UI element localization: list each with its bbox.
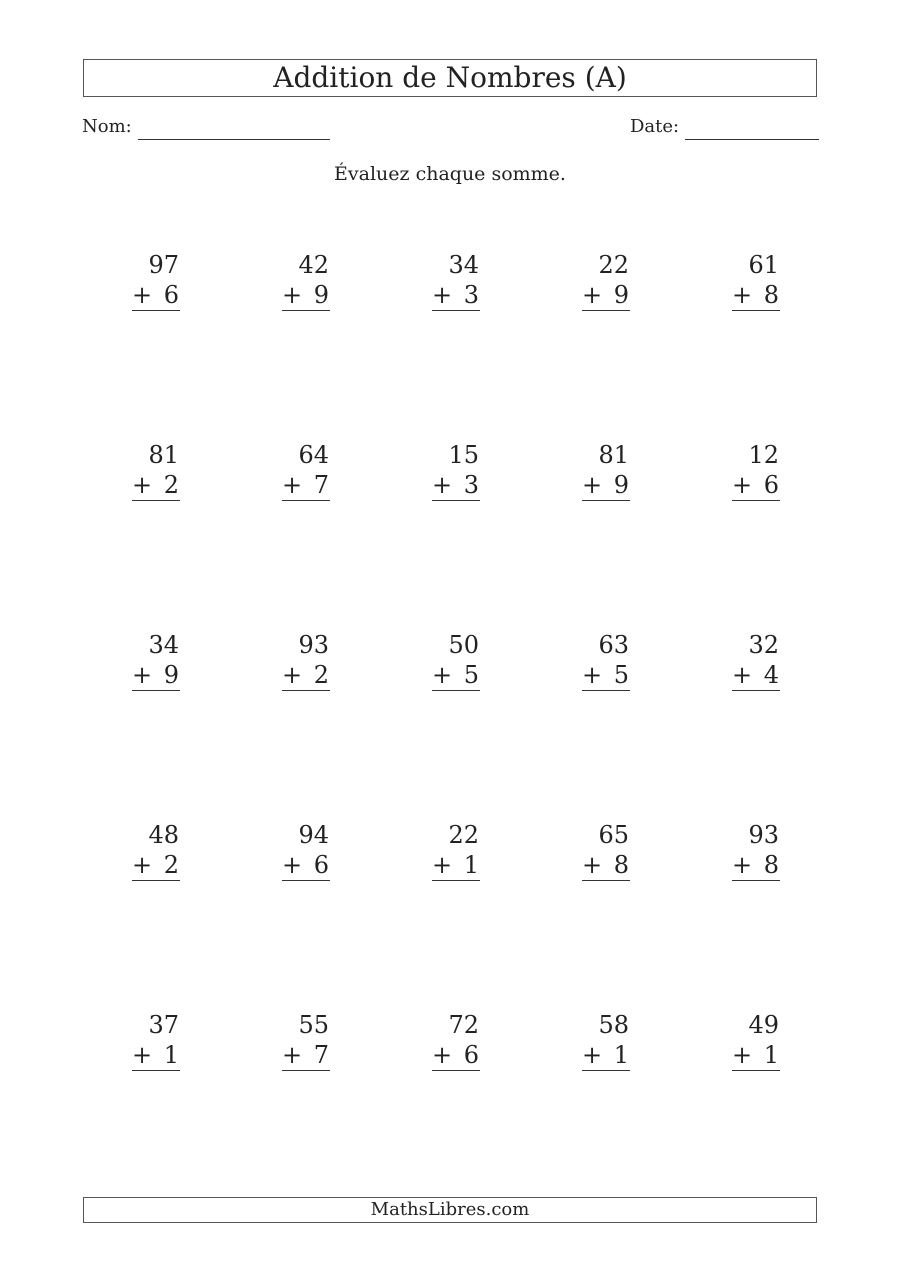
plus-sign: +	[732, 661, 753, 689]
plus-sign: +	[582, 471, 603, 499]
second-number-row	[582, 470, 630, 501]
addition-problem	[432, 1010, 480, 1071]
second-number: 9	[313, 281, 329, 309]
first-number: 65	[598, 821, 629, 849]
first-number: 63	[598, 631, 629, 659]
second-number-row	[732, 280, 780, 311]
first-number: 37	[148, 1011, 179, 1039]
first-number: 15	[448, 441, 479, 469]
plus-sign: +	[432, 1041, 453, 1069]
second-number-row	[432, 850, 480, 881]
page-title: Addition de Nombres (A)	[83, 59, 817, 97]
second-number: 6	[313, 851, 329, 879]
second-number: 3	[463, 281, 479, 309]
second-number-row	[132, 280, 180, 311]
plus-sign: +	[432, 471, 453, 499]
addition-problem	[582, 1010, 630, 1071]
plus-sign: +	[132, 281, 153, 309]
second-number: 2	[163, 471, 179, 499]
first-number: 12	[748, 441, 779, 469]
addition-problem	[432, 440, 480, 501]
first-number: 22	[598, 251, 629, 279]
second-number-row	[282, 1040, 330, 1071]
first-number: 34	[148, 631, 179, 659]
second-number-row	[282, 280, 330, 311]
first-number: 50	[448, 631, 479, 659]
second-number-row	[432, 470, 480, 501]
second-number-row	[582, 660, 630, 691]
second-number-row	[582, 280, 630, 311]
plus-sign: +	[432, 281, 453, 309]
second-number-row	[432, 1040, 480, 1071]
addition-problem	[282, 630, 330, 691]
first-number: 93	[748, 821, 779, 849]
plus-sign: +	[732, 471, 753, 499]
second-number: 7	[313, 1041, 329, 1069]
second-number-row	[432, 280, 480, 311]
name-field[interactable]	[138, 139, 330, 140]
plus-sign: +	[732, 281, 753, 309]
first-number: 55	[298, 1011, 329, 1039]
first-number: 42	[298, 251, 329, 279]
second-number-row	[282, 850, 330, 881]
second-number: 6	[163, 281, 179, 309]
plus-sign: +	[132, 661, 153, 689]
second-number: 8	[763, 281, 779, 309]
second-number-row	[732, 1040, 780, 1071]
second-number: 5	[463, 661, 479, 689]
plus-sign: +	[582, 851, 603, 879]
second-number-row	[132, 850, 180, 881]
plus-sign: +	[732, 1041, 753, 1069]
second-number: 1	[613, 1041, 629, 1069]
second-number-row	[732, 850, 780, 881]
second-number: 8	[613, 851, 629, 879]
first-number: 94	[298, 821, 329, 849]
second-number-row	[582, 850, 630, 881]
addition-problem	[582, 440, 630, 501]
plus-sign: +	[282, 471, 303, 499]
plus-sign: +	[582, 281, 603, 309]
first-number: 61	[748, 251, 779, 279]
first-number: 58	[598, 1011, 629, 1039]
addition-problem	[582, 820, 630, 881]
addition-problem	[132, 440, 180, 501]
second-number-row	[432, 660, 480, 691]
addition-problem	[282, 820, 330, 881]
second-number: 2	[163, 851, 179, 879]
second-number: 4	[763, 661, 779, 689]
second-number-row	[582, 1040, 630, 1071]
addition-problem	[432, 630, 480, 691]
first-number: 72	[448, 1011, 479, 1039]
date-field[interactable]	[685, 139, 819, 140]
addition-problem	[432, 820, 480, 881]
addition-problem	[732, 630, 780, 691]
addition-problem	[132, 630, 180, 691]
first-number: 81	[148, 441, 179, 469]
second-number: 5	[613, 661, 629, 689]
addition-problem	[582, 250, 630, 311]
second-number-row	[282, 660, 330, 691]
plus-sign: +	[282, 851, 303, 879]
plus-sign: +	[132, 1041, 153, 1069]
second-number: 6	[763, 471, 779, 499]
addition-problem	[732, 820, 780, 881]
second-number: 9	[163, 661, 179, 689]
first-number: 81	[598, 441, 629, 469]
first-number: 64	[298, 441, 329, 469]
addition-problem	[732, 250, 780, 311]
addition-problem	[582, 630, 630, 691]
plus-sign: +	[732, 851, 753, 879]
second-number: 6	[463, 1041, 479, 1069]
second-number: 3	[463, 471, 479, 499]
plus-sign: +	[282, 1041, 303, 1069]
first-number: 93	[298, 631, 329, 659]
second-number-row	[732, 660, 780, 691]
first-number: 49	[748, 1011, 779, 1039]
plus-sign: +	[432, 851, 453, 879]
addition-problem	[132, 250, 180, 311]
first-number: 34	[448, 251, 479, 279]
second-number: 9	[613, 281, 629, 309]
name-label: Nom:	[82, 116, 132, 137]
addition-problem	[732, 1010, 780, 1071]
date-label: Date:	[630, 116, 680, 137]
second-number: 9	[613, 471, 629, 499]
addition-problem	[132, 1010, 180, 1071]
instructions: Évaluez chaque somme.	[334, 163, 566, 185]
plus-sign: +	[132, 851, 153, 879]
plus-sign: +	[282, 281, 303, 309]
second-number-row	[132, 470, 180, 501]
plus-sign: +	[282, 661, 303, 689]
addition-problem	[132, 820, 180, 881]
addition-problem	[432, 250, 480, 311]
first-number: 97	[148, 251, 179, 279]
second-number-row	[132, 660, 180, 691]
addition-problem	[732, 440, 780, 501]
plus-sign: +	[132, 471, 153, 499]
second-number-row	[132, 1040, 180, 1071]
second-number-row	[282, 470, 330, 501]
addition-problem	[282, 440, 330, 501]
second-number: 1	[163, 1041, 179, 1069]
second-number: 7	[313, 471, 329, 499]
first-number: 48	[148, 821, 179, 849]
second-number: 2	[313, 661, 329, 689]
footer: MathsLibres.com	[83, 1197, 817, 1223]
first-number: 22	[448, 821, 479, 849]
plus-sign: +	[432, 661, 453, 689]
addition-problem	[282, 250, 330, 311]
plus-sign: +	[582, 661, 603, 689]
first-number: 32	[748, 631, 779, 659]
second-number-row	[732, 470, 780, 501]
second-number: 1	[763, 1041, 779, 1069]
plus-sign: +	[582, 1041, 603, 1069]
second-number: 1	[463, 851, 479, 879]
second-number: 8	[763, 851, 779, 879]
addition-problem	[282, 1010, 330, 1071]
